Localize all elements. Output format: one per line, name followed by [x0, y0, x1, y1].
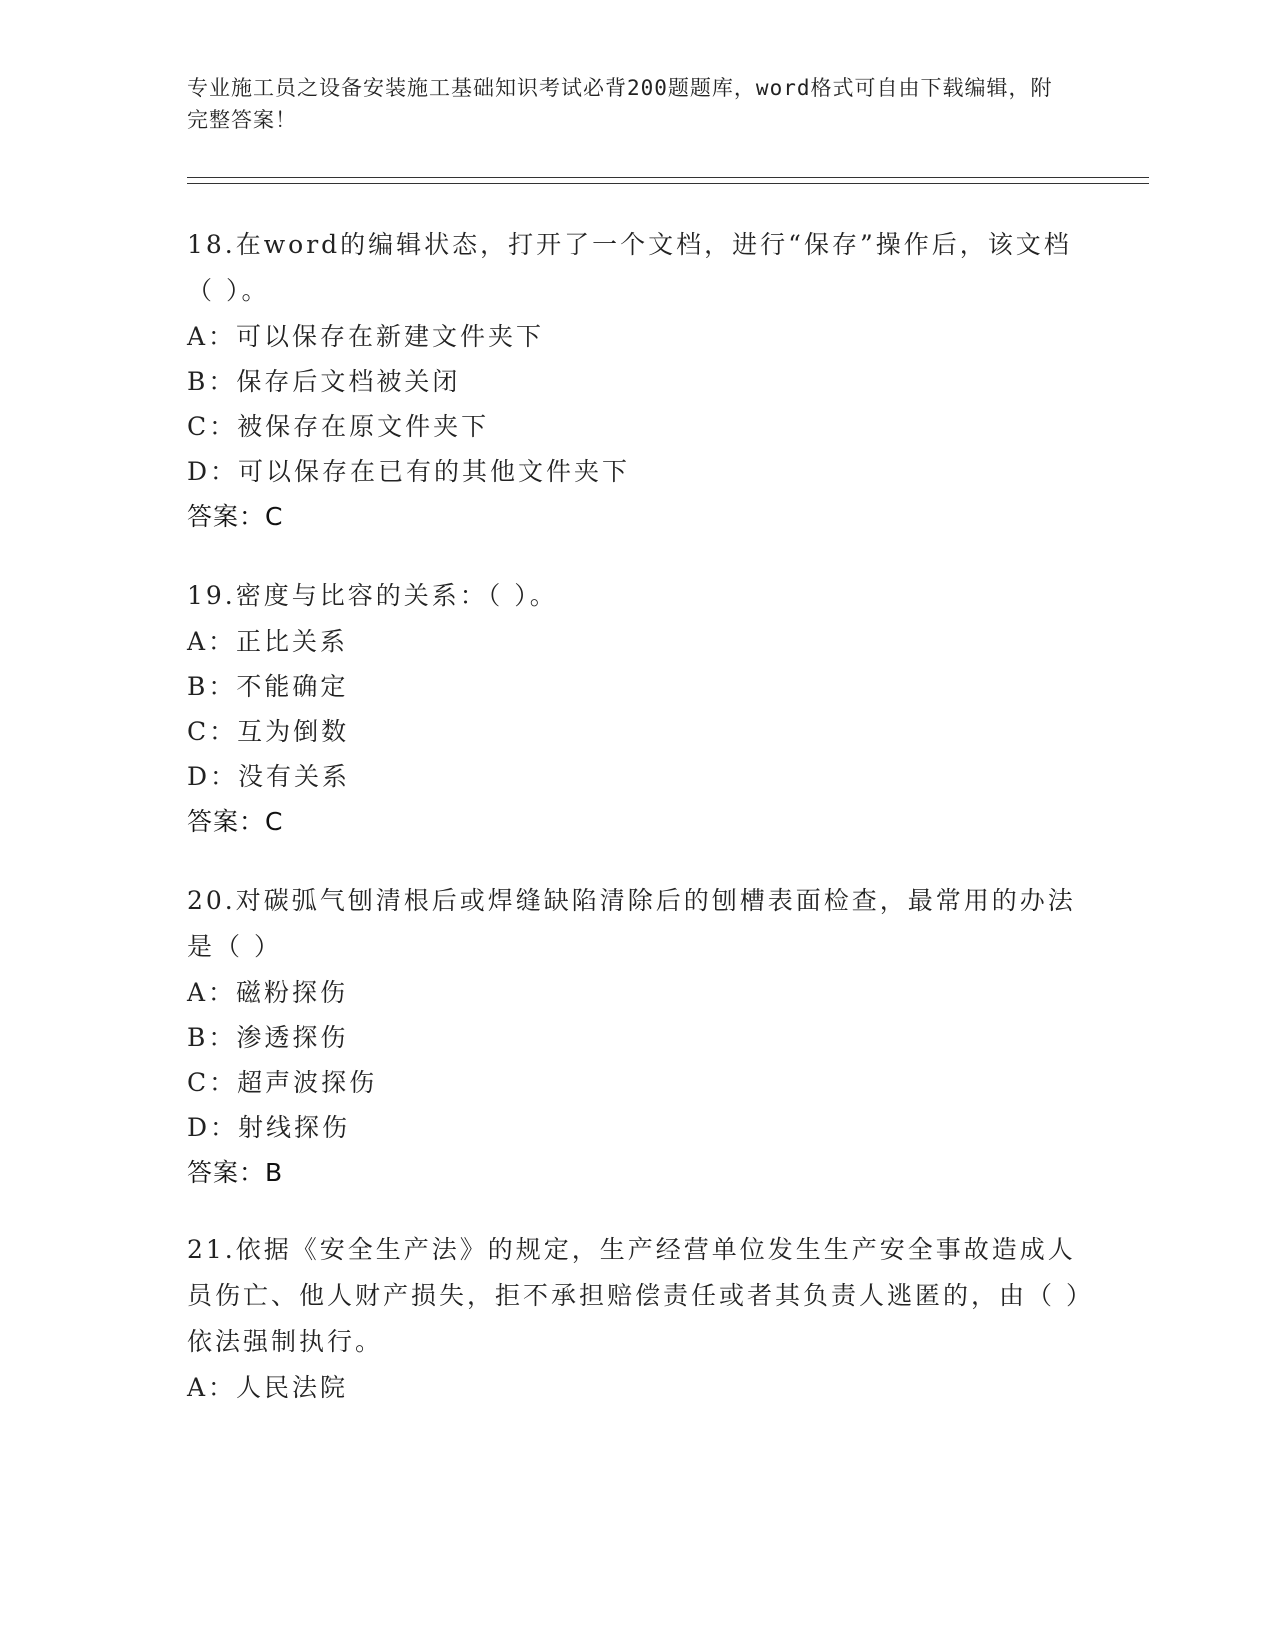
- question-text: 18.在word的编辑状态，打开了一个文档，进行“保存”操作后，该文档（ ）。: [187, 230, 1072, 305]
- question-19: [187, 573, 1087, 845]
- question-21: [187, 1227, 1087, 1410]
- option-b: B：不能确定: [187, 672, 349, 701]
- option-c: C：互为倒数: [187, 717, 350, 746]
- answer: 答案：C: [187, 502, 284, 531]
- question-text: 21.依据《安全生产法》的规定，生产经营单位发生生产安全事故造成人员伤亡、他人财产损失，拒不承担赔偿责任或者其负责人逃匿的，由（ ）依法强制执行。: [187, 1235, 1082, 1356]
- document-header: 专业施工员之设备安装施工基础知识考试必背200题题库，word格式可自由下载编辑，附完整答案！: [187, 76, 1053, 132]
- option-d: D：没有关系: [187, 762, 351, 791]
- option-b: B：渗透探伤: [187, 1023, 349, 1052]
- question-18: [187, 222, 1087, 540]
- answer: 答案：C: [187, 807, 284, 836]
- option-c: C：被保存在原文件夹下: [187, 412, 490, 441]
- option-d: D：可以保存在已有的其他文件夹下: [187, 457, 631, 486]
- option-a: A：可以保存在新建文件夹下: [187, 322, 545, 351]
- option-a: A：正比关系: [187, 627, 349, 656]
- question-text: 20.对碳弧气刨清根后或焊缝缺陷清除后的刨槽表面检查，最常用的办法是（ ）: [187, 886, 1076, 961]
- question-20: [187, 878, 1087, 1196]
- answer: 答案：B: [187, 1158, 284, 1187]
- question-text: 19.密度与比容的关系：（ ）。: [187, 581, 558, 610]
- option-a: A：人民法院: [187, 1373, 349, 1402]
- option-d: D：射线探伤: [187, 1113, 351, 1142]
- option-a: A：磁粉探伤: [187, 978, 349, 1007]
- header-divider: [187, 177, 1149, 184]
- option-b: B：保存后文档被关闭: [187, 367, 461, 396]
- option-c: C：超声波探伤: [187, 1068, 378, 1097]
